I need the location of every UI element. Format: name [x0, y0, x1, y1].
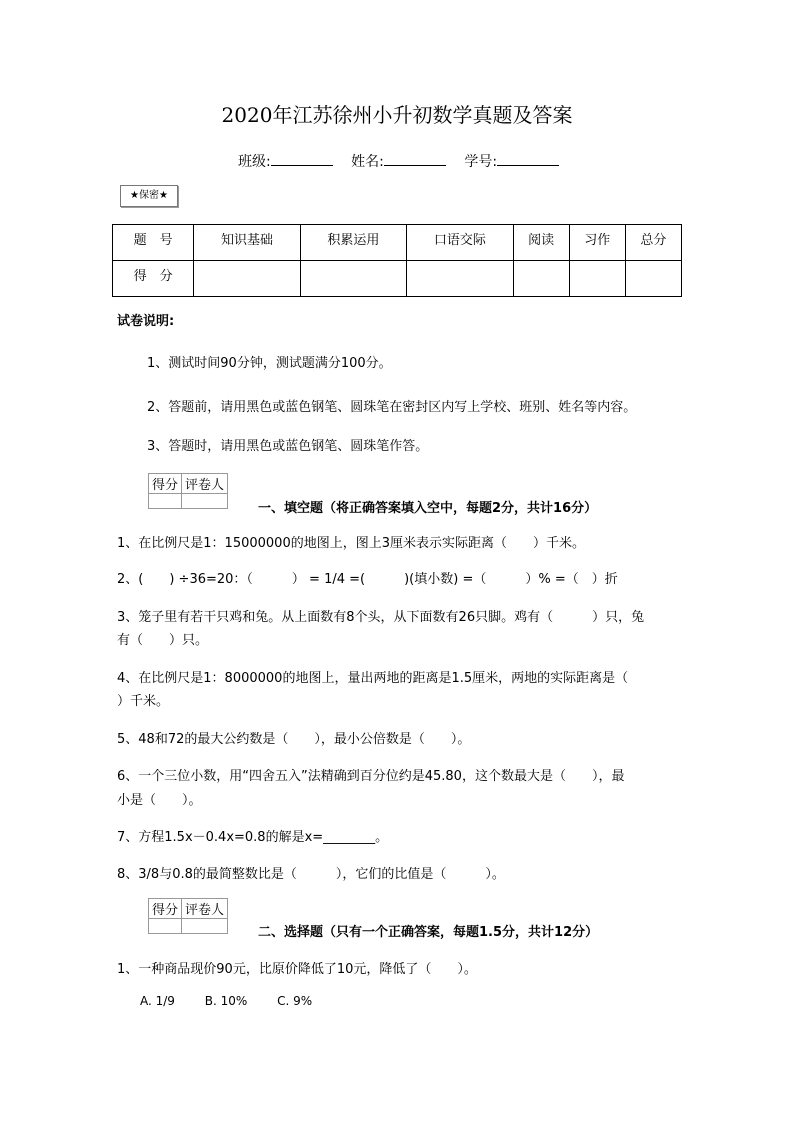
instructions-heading: 试卷说明: — [117, 314, 175, 329]
score-cell — [407, 261, 513, 297]
question-line: 4、在比例尺是1：8000000的地图上，量出两地的距离是1.5厘米，两地的实际距离是（ — [117, 671, 629, 686]
table-header: 知识基础 — [194, 225, 300, 261]
grader-label: 评卷人 — [182, 474, 228, 494]
id-label: 学号: — [464, 154, 498, 170]
score-cell — [300, 261, 406, 297]
option-b: B. 10% — [204, 994, 248, 1008]
question-line: 1、一种商品现价90元，比原价降低了10元，降低了（ ）。 — [117, 962, 477, 977]
grader-box — [148, 898, 228, 934]
question-line: ）千米。 — [117, 694, 170, 709]
grader-cell — [182, 494, 228, 509]
table-row — [113, 225, 682, 261]
confidential-badge: ★保密★ — [120, 185, 178, 207]
question-line: 小是（ ）。 — [117, 793, 202, 808]
question-line: 有（ ）只。 — [117, 633, 209, 648]
class-label: 班级: — [238, 154, 271, 170]
class-field[interactable] — [271, 151, 333, 166]
table-header: 题 号 — [113, 225, 194, 261]
instruction-item: 3、答题时，请用黑色或蓝色钢笔、圆珠笔作答。 — [147, 439, 429, 454]
instruction-item: 1、测试时间90分钟，测试题满分100分。 — [147, 356, 392, 371]
table-row — [113, 261, 682, 297]
grader-box — [148, 473, 228, 509]
page-title: 2020年江苏徐州小升初数学真题及答案 — [221, 103, 573, 127]
options-line — [140, 994, 312, 1008]
table-header: 口语交际 — [407, 225, 513, 261]
option-a: A. 1/9 — [140, 994, 175, 1008]
table-header: 积累运用 — [300, 225, 406, 261]
question-line: 2、( ) ÷36=20：（ ） = 1/4 =( )(填小数) =（ ）% =（ ）折 — [117, 572, 618, 587]
score-cell — [513, 261, 569, 297]
score-cell — [149, 919, 182, 934]
table-header: 习作 — [569, 225, 625, 261]
row-label: 得 分 — [113, 261, 194, 297]
name-field[interactable] — [384, 151, 446, 166]
name-label: 姓名: — [351, 154, 384, 170]
section-heading: 二、选择题（只有一个正确答案，每题1.5分，共计12分） — [258, 925, 599, 940]
section-heading: 一、填空题（将正确答案填入空中，每题2分，共计16分） — [258, 501, 598, 516]
question-line: 7、方程1.5x－0.4x=0.8的解是x=________。 — [117, 830, 389, 845]
id-field[interactable] — [497, 151, 559, 166]
grader-label: 评卷人 — [182, 899, 228, 919]
score-cell — [149, 494, 182, 509]
question-line: 1、在比例尺是1：15000000的地图上，图上3厘米表示实际距离（ ）千米。 — [117, 536, 585, 551]
score-label: 得分 — [149, 474, 182, 494]
score-table — [112, 224, 682, 297]
table-header: 总分 — [625, 225, 681, 261]
table-header: 阅读 — [513, 225, 569, 261]
score-label: 得分 — [149, 899, 182, 919]
question-line: 5、48和72的最大公约数是（ ），最小公倍数是（ ）。 — [117, 732, 471, 747]
grader-cell — [182, 919, 228, 934]
question-line: 8、3/8与0.8的最简整数比是（ ），它们的比值是（ ）。 — [117, 867, 505, 882]
student-info-line — [238, 151, 573, 171]
score-cell — [569, 261, 625, 297]
question-line: 6、一个三位小数，用“四舍五入”法精确到百分位约是45.80，这个数最大是（ ），最 — [117, 769, 625, 784]
score-cell — [625, 261, 681, 297]
question-line: 3、笼子里有若干只鸡和兔。从上面数有8个头，从下面数有26只脚。鸡有（ ）只，兔 — [117, 610, 645, 625]
option-c: C. 9% — [277, 994, 313, 1008]
instruction-item: 2、答题前，请用黑色或蓝色钢笔、圆珠笔在密封区内写上学校、班别、姓名等内容。 — [147, 400, 637, 415]
score-cell — [194, 261, 300, 297]
